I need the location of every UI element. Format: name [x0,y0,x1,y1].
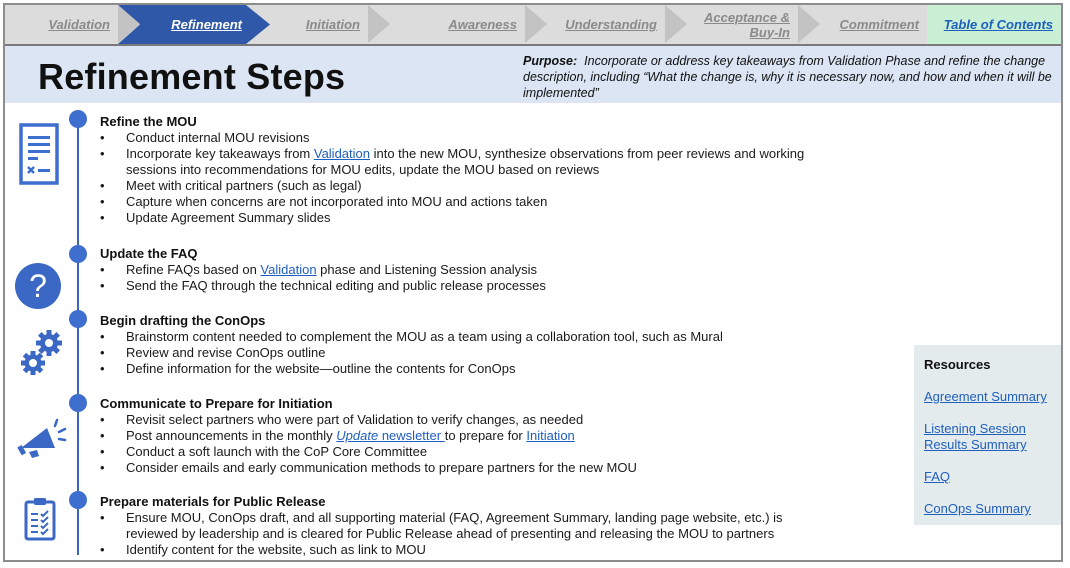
chevron-arrow-icon [798,5,820,43]
section-communicate-initiation [100,396,637,476]
gears-icon [19,329,63,377]
nav-tab-label-line1: Acceptance & [704,9,790,25]
clipboard-checklist-icon [24,497,56,541]
list-item: • Capture when concerns are not incorporated into MOU and actions taken [100,194,804,210]
table-of-contents-link[interactable]: Table of Contents [943,17,1053,32]
nav-tab-label-line2: Buy-In [749,24,790,40]
faq-link[interactable]: FAQ [924,469,951,484]
validation-link[interactable]: Validation [260,262,317,277]
chevron-arrow-icon [665,5,687,43]
chevron-arrow-icon [525,5,547,43]
text-segment: sessions into recommendations for MOU edits, update the MOU based on reviews [126,162,600,177]
agreement-summary-link[interactable]: Agreement Summary [924,389,1047,404]
text-segment: reviewed by leadership and is cleared for Public Release ahead of presenting and releasing the MOU to partners [126,526,775,541]
timeline-line [77,119,79,555]
nav-tab-commitment[interactable]: Commitment [839,17,919,32]
text-segment: newsletter [378,428,445,443]
list-item [100,510,783,542]
purpose-statement [523,53,1053,101]
section-title: Communicate to Prepare for Initiation [100,396,333,411]
section-public-release [100,494,783,558]
list-item: • Consider emails and early communication methods to prepare partners for the new MOU [100,460,637,476]
svg-text:?: ? [29,268,47,304]
list-item: • Revisit select partners who were part of Validation to verify changes, as needed [100,412,637,428]
megaphone-icon [17,418,67,460]
list-item [100,262,546,278]
section-title: Prepare materials for Public Release [100,494,326,509]
nav-tab-acceptance-buy-in[interactable] [687,5,798,44]
list-item: • Identify content for the website, such as link to MOU [100,542,783,558]
list-item [100,428,637,444]
conops-summary-link[interactable]: ConOps Summary [924,501,1031,516]
section-drafting-conops [100,313,723,377]
slide-frame [3,3,1063,562]
text-segment: into the new MOU, synthesize observations from peer reviews and working [370,146,805,161]
text-segment: Update [336,428,379,443]
chevron-arrow-icon [368,5,390,43]
question-icon [15,263,61,309]
text-segment: Incorporate key takeaways from [126,146,314,161]
list-item: • Brainstorm content needed to complement the MOU as a team using a collaboration tool, such as Mural [100,329,723,345]
document-icon [19,123,59,185]
list-item [100,146,804,178]
page-title: Refinement Steps [38,56,346,97]
timeline-dot [69,310,87,328]
section-title: Refine the MOU [100,114,197,129]
section-title: Begin drafting the ConOps [100,313,266,328]
list-item: • Conduct internal MOU revisions [100,130,804,146]
text-segment: Post announcements in the monthly [126,428,337,443]
nav-tab-awareness[interactable]: Awareness [448,17,517,32]
text-segment: phase and Listening Session analysis [316,262,537,277]
update-newsletter-link[interactable] [336,428,444,443]
text-segment: Ensure MOU, ConOps draft, and all supporting material (FAQ, Agreement Summary, landing page website, etc.) is [126,510,783,525]
timeline-dot [69,394,87,412]
purpose-text: Incorporate or address key takeaways from Validation Phase and refine the change description, including “What the change is, why it is necessary now, and how and when it will be implemented” [523,54,1052,100]
initiation-link[interactable]: Initiation [526,428,575,443]
page-header [5,46,1061,103]
resources-panel [914,345,1061,525]
section-refine-mou [100,114,804,226]
text-segment: to prepare for [444,428,527,443]
list-item: • Review and revise ConOps outline [100,345,723,361]
nav-tab-understanding[interactable]: Understanding [565,17,657,32]
text-segment: Refine FAQs based on [126,262,261,277]
list-item: • Update Agreement Summary slides [100,210,804,226]
list-item: • Conduct a soft launch with the CoP Core Committee [100,444,637,460]
nav-tab-validation[interactable]: Validation [48,17,110,32]
section-title: Update the FAQ [100,246,198,261]
phase-navigation-bar [5,5,1061,46]
purpose-label: Purpose: [523,54,578,68]
timeline-dot [69,110,87,128]
resources-title: Resources [924,357,991,372]
nav-tab-refinement[interactable]: Refinement [171,17,242,32]
nav-tab-initiation[interactable]: Initiation [305,17,360,32]
section-update-faq [100,246,546,294]
timeline-dot [69,491,87,509]
list-item: • Send the FAQ through the technical editing and public release processes [100,278,546,294]
validation-link[interactable]: Validation [313,146,370,161]
link-line2: Results Summary [924,437,1027,452]
listening-session-results-link[interactable] [924,421,1059,453]
list-item: • Define information for the website—outline the contents for ConOps [100,361,723,377]
link-line1: Listening Session [924,421,1026,436]
list-item: • Meet with critical partners (such as legal) [100,178,804,194]
timeline-dot [69,245,87,263]
